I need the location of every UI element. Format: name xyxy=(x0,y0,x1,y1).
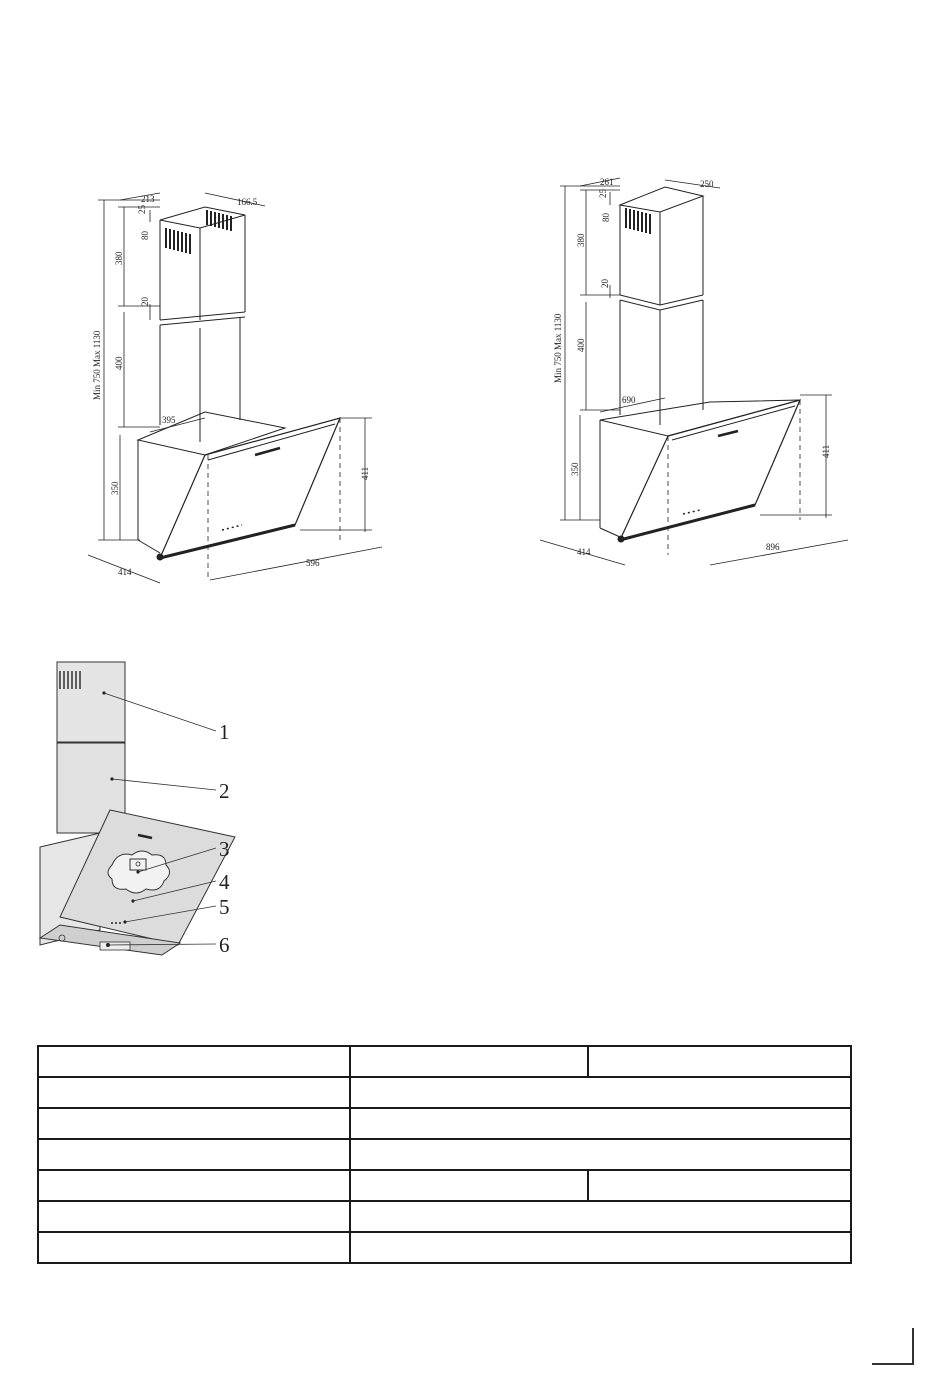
table-cell xyxy=(350,1077,851,1108)
table-cell xyxy=(350,1108,851,1139)
upper-chimney-left xyxy=(160,207,245,320)
dim-right-side-depth: 414 xyxy=(577,547,591,557)
dim-right-overlap: 20 xyxy=(600,279,610,288)
vent-slots-left xyxy=(166,210,231,254)
callout-4: 4 xyxy=(219,870,230,894)
dim-left-width: 596 xyxy=(306,558,320,568)
table-cell xyxy=(350,1201,851,1232)
table-row xyxy=(38,1201,851,1232)
vent-slots-right xyxy=(626,208,650,234)
hood-diagram-right xyxy=(540,178,848,565)
dim-right-base-depth: 690 xyxy=(622,395,636,405)
dim-left-top-depth: 213 xyxy=(141,194,155,204)
callout-3: 3 xyxy=(219,837,230,861)
table-cell xyxy=(350,1170,588,1201)
glass-panel-left xyxy=(157,418,340,560)
table-row xyxy=(38,1077,851,1108)
callout-numbers xyxy=(219,720,230,957)
dim-left-side-depth: 414 xyxy=(118,567,132,577)
table-cell xyxy=(38,1046,350,1077)
table-cell xyxy=(38,1108,350,1139)
dim-right-glass-height: 411 xyxy=(821,444,831,458)
table-cell xyxy=(38,1077,350,1108)
dim-left-body-height: 350 xyxy=(110,481,120,495)
dim-left-glass-height: 411 xyxy=(360,466,370,480)
dim-right-upper-chimney: 380 xyxy=(576,233,586,247)
dimension-diagrams xyxy=(0,0,950,620)
dim-right-total-height: Min 750 Max 1130 xyxy=(553,313,563,383)
dim-right-top-width: 250 xyxy=(700,179,714,189)
table-row xyxy=(38,1170,851,1201)
table-cell xyxy=(588,1046,851,1077)
dim-right-lower-chimney: 400 xyxy=(576,338,586,352)
dim-left-base-depth: 395 xyxy=(162,415,176,425)
table-cell xyxy=(38,1139,350,1170)
callout-2: 2 xyxy=(219,779,230,803)
dim-left-total-height: Min 750 Max 1130 xyxy=(92,330,102,400)
dim-left-vent-top: 25 xyxy=(137,205,147,214)
dim-left-vent-len: 80 xyxy=(140,231,150,240)
table-cell xyxy=(38,1232,350,1263)
table-cell xyxy=(38,1170,350,1201)
dim-left-upper-chimney: 380 xyxy=(114,251,124,265)
table-row xyxy=(38,1232,851,1263)
upper-chimney-right xyxy=(620,187,703,305)
page-corner-mark xyxy=(872,1328,916,1366)
lower-chimney-right xyxy=(620,300,703,425)
table-cell xyxy=(350,1139,851,1170)
specification-table xyxy=(37,1045,852,1264)
dimension-lines-left xyxy=(88,193,382,583)
dim-right-body-height: 350 xyxy=(570,462,580,476)
parts-illustration xyxy=(30,655,290,965)
dim-right-vent-len: 80 xyxy=(601,213,611,222)
table-cell xyxy=(350,1046,588,1077)
table-row xyxy=(38,1046,851,1077)
dim-left-lower-chimney: 400 xyxy=(114,356,124,370)
dim-right-vent-top: 25 xyxy=(598,189,608,198)
callout-5: 5 xyxy=(219,895,230,919)
table-cell xyxy=(350,1232,851,1263)
part-upper-chimney xyxy=(57,662,125,742)
dimension-lines-right xyxy=(540,178,848,565)
guide-lines-left xyxy=(208,418,340,578)
hood-diagram-left xyxy=(88,193,382,583)
table-row xyxy=(38,1139,851,1170)
glass-panel-right xyxy=(618,400,800,542)
table-cell xyxy=(38,1201,350,1232)
dim-left-overlap: 20 xyxy=(140,297,150,306)
table-cell xyxy=(588,1170,851,1201)
dimension-labels-right xyxy=(553,177,831,557)
table-row xyxy=(38,1108,851,1139)
dim-left-top-width: 166.5 xyxy=(237,197,258,207)
dim-right-width: 896 xyxy=(766,542,780,552)
dim-right-top-depth: 261 xyxy=(600,177,614,187)
dimension-labels-left xyxy=(92,194,370,577)
callout-6: 6 xyxy=(219,933,230,957)
callout-1: 1 xyxy=(219,720,230,744)
